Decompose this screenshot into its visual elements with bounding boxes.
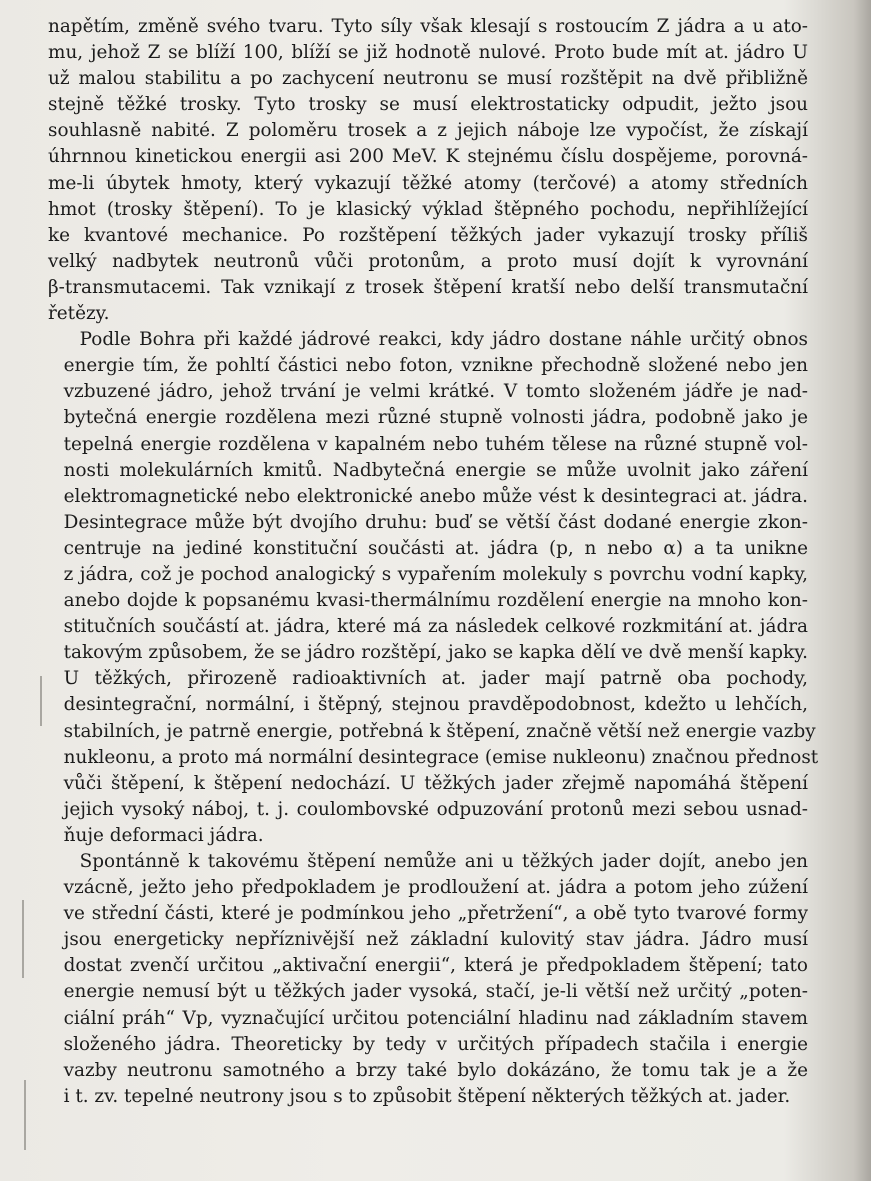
text-line: ke kvantové mechanice. Po rozštěpení těžkých jader vykazují trosky příliš xyxy=(48,224,808,246)
text-line: už malou stabilitu a po zachycení neutronu se musí rozštěpit na dvě přibližně xyxy=(48,68,808,90)
text-line: mu, jehož Z se blíží 100, blíží se již hodnotě nulové. Proto bude mít at. jádro U xyxy=(48,42,808,64)
text-line: složeného jádra. Theoreticky by tedy v určitých případech stačila i energie xyxy=(63,1033,808,1055)
text-line: nukleonu, a proto má normální desintegrace (emise nukleonu) značnou přednost xyxy=(63,746,819,768)
text-line: ve střední části, které je podmínkou jeho „přetržení“, a obě tyto tvarové formy xyxy=(63,903,808,925)
text-line: vazby neutronu samotného a brzy také bylo dokázáno, že tomu tak je a že xyxy=(63,1059,808,1081)
paragraph xyxy=(48,14,808,327)
text-line: takovým způsobem, že se jádro rozštěpí, jako se kapka dělí ve dvě menší kapky. xyxy=(63,642,808,664)
text-line: me-li úbytek hmoty, který vykazují těžké atomy (terčové) a atomy středních xyxy=(48,172,808,194)
text-line: vzácně, ježto jeho předpokladem je prodloužení at. jádra a potom jeho zúžení xyxy=(63,877,808,899)
text-line: velký nadbytek neutronů vůči protonům, a proto musí dojít k vyrovnání xyxy=(48,250,808,272)
body-text xyxy=(48,14,819,1110)
text-line: vůči štěpení, k štěpení nedochází. U těžkých jader zřejmě napomáhá štěpení xyxy=(63,772,808,794)
text-line: i t. zv. tepelné neutrony jsou s to způsobit štěpení některých těžkých at. jader. xyxy=(63,1085,791,1107)
text-line: desintegrační, normální, i štěpný, stejnou pravděpodobnost, kdežto u lehčích, xyxy=(63,694,808,716)
text-line: hmot (trosky štěpení). To je klasický výklad štěpného pochodu, nepřihlížející xyxy=(48,198,808,220)
text-line: stabilních, je patrně energie, potřebná k štěpení, značně větší než energie vazby xyxy=(63,720,816,742)
paragraph xyxy=(48,327,819,849)
text-line: dostat zvenčí určitou „aktivační energii“, která je předpokladem štěpení; tato xyxy=(63,955,808,977)
text-line: stitučních součástí at. jádra, které má za následek celkové rozkmitání at. jádra xyxy=(63,616,808,638)
text-line: β-transmutacemi. Tak vznikají z trosek štěpení kratší nebo delší transmutační xyxy=(48,276,808,298)
text-line: stejně těžké trosky. Tyto trosky se musí elektrostaticky odpudit, ježto jsou xyxy=(48,94,808,116)
text-line: úhrnnou kinetickou energii asi 200 MeV. K stejnému číslu dospějeme, porovná- xyxy=(48,146,808,168)
text-line: jejich vysoký náboj, t. j. coulombovské odpuzování protonů mezi sebou usnad- xyxy=(63,798,808,820)
text-line: centruje na jediné konstituční součásti at. jádra (p, n nebo α) a ta unikne xyxy=(63,537,808,559)
margin-pencil-mark xyxy=(24,1080,26,1150)
text-line: U těžkých, přirozeně radioaktivních at. jader mají patrně oba pochody, xyxy=(63,668,808,690)
margin-pencil-mark xyxy=(40,676,42,726)
text-line: Spontánně k takovému štěpení nemůže ani u těžkých jader dojít, anebo jen xyxy=(79,851,808,872)
text-line: ňuje deformaci jádra. xyxy=(63,824,264,846)
text-line: tepelná energie rozdělena v kapalném nebo tuhém tělese na různé stupně vol- xyxy=(63,433,808,455)
text-line: jsou energeticky nepříznivější než základní kulovitý stav jádra. Jádro musí xyxy=(63,929,808,951)
text-line: bytečná energie rozdělena mezi různé stupně volnosti jádra, podobně jako je xyxy=(63,407,808,429)
text-line: vzbuzené jádro, jehož trvání je velmi krátké. V tomto složeném jádře je nad- xyxy=(63,381,808,403)
text-line: nosti molekulárních kmitů. Nadbytečná energie se může uvolnit jako záření xyxy=(63,459,808,481)
text-line: anebo dojde k popsanému kvasi-thermálnímu rozdělení energie na mnoho kon- xyxy=(63,590,808,612)
text-line: elektromagnetické nebo elektronické anebo může vést k desintegraci at. jádra. xyxy=(63,485,808,507)
text-line: Desintegrace může být dvojího druhu: buď se větší část dodané energie zkon- xyxy=(63,511,808,533)
text-line: z jádra, což je pochod analogický s vypařením molekuly s povrchu vodní kapky, xyxy=(63,563,808,585)
margin-pencil-mark xyxy=(22,900,24,978)
text-line: energie nemusí být u těžkých jader vysoká, stačí, je-li větší než určitý „poten- xyxy=(63,981,808,1003)
paragraph xyxy=(48,849,808,1110)
text-line: ciální práh“ Vp, vyznačující určitou potenciální hladinu nad základním stavem xyxy=(63,1007,808,1029)
text-line: energie tím, že pohltí částici nebo foton, vznikne přechodně složené nebo jen xyxy=(63,355,808,377)
text-line: napětím, změně svého tvaru. Tyto síly však klesají s rostoucím Z jádra a u ato- xyxy=(48,16,808,37)
text-line: souhlasně nabité. Z poloměru trosek a z jejich náboje lze vypočíst, že získají xyxy=(48,120,808,142)
text-line: řetězy. xyxy=(48,303,110,325)
text-line: Podle Bohra při každé jádrové reakci, kdy jádro dostane náhle určitý obnos xyxy=(79,329,808,351)
